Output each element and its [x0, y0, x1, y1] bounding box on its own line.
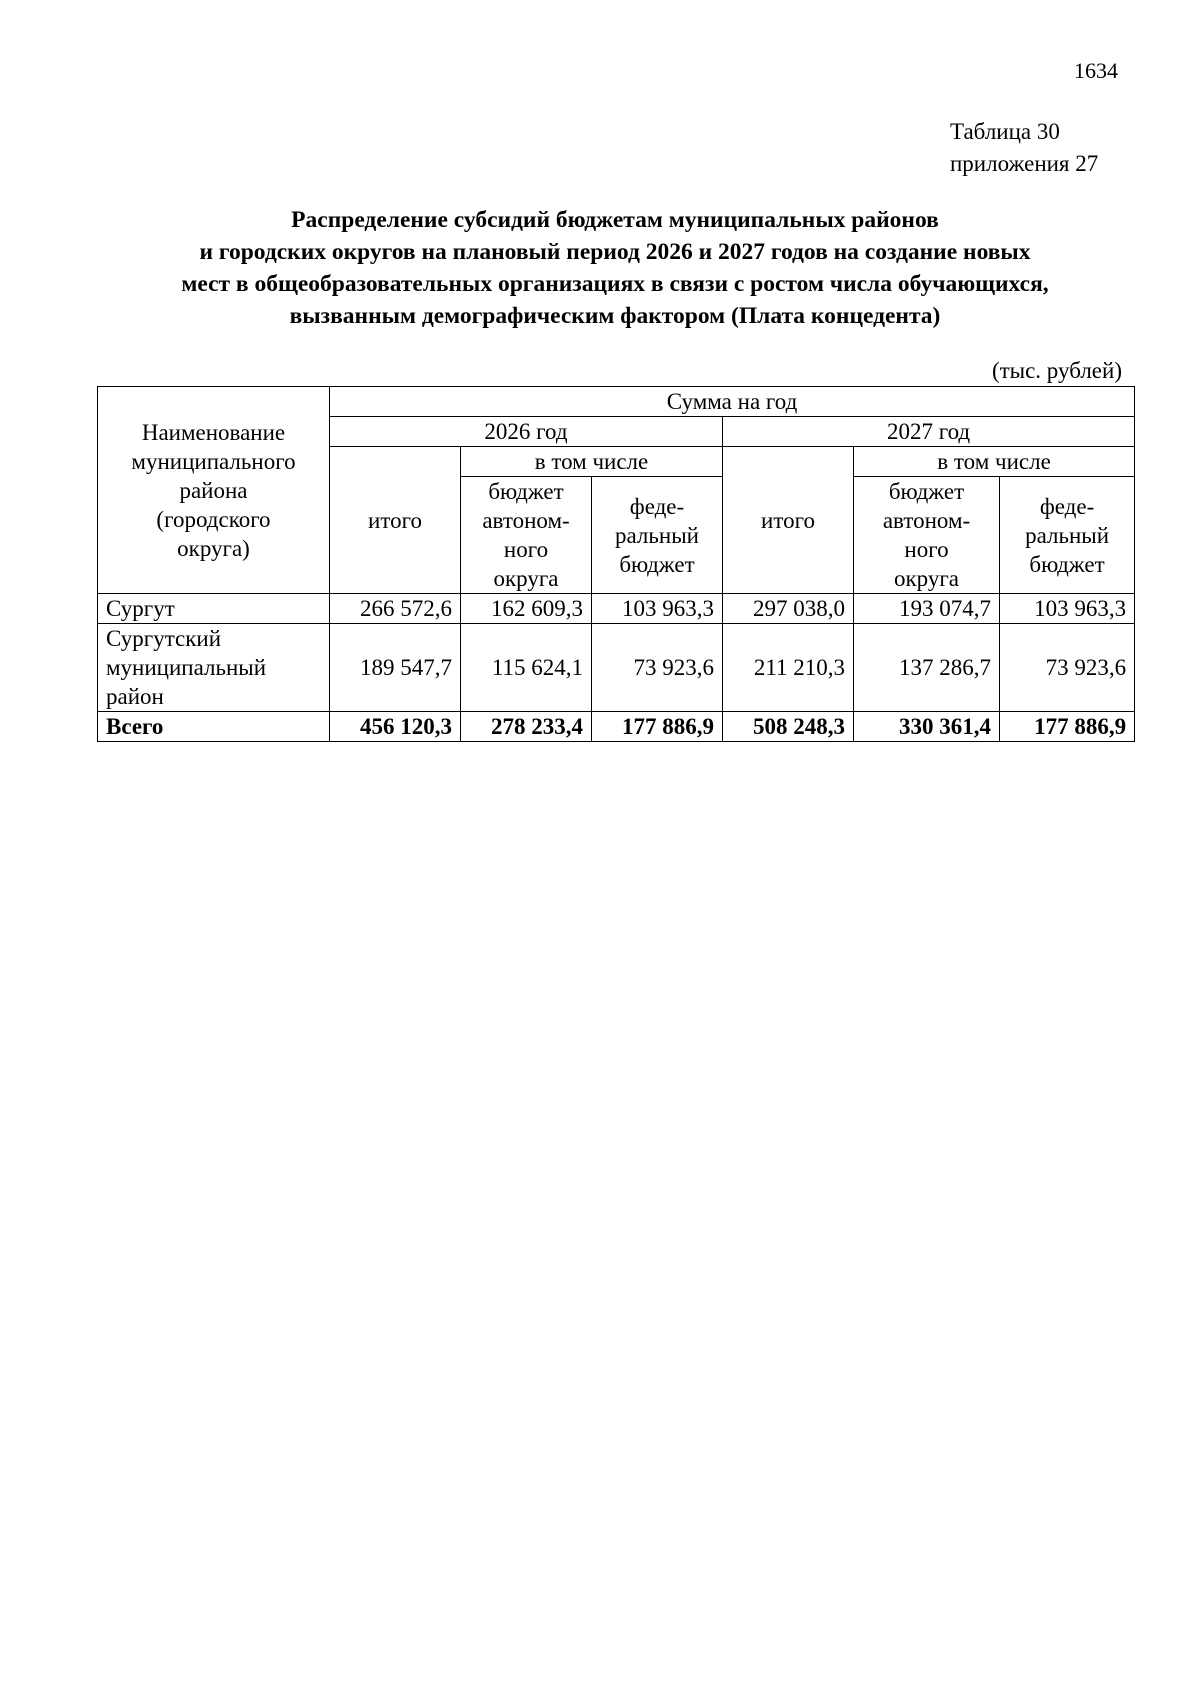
total-value: 278 233,4 [461, 712, 592, 742]
header-name-column: Наименование муниципального района (городского округа) [98, 387, 330, 594]
page-number: 1634 [1074, 58, 1118, 83]
header-total-2026: итого [330, 447, 461, 594]
cell-value: 297 038,0 [723, 594, 854, 624]
title-line: вызванным демографическим фактором (Плата концедента) [289, 303, 941, 329]
subsidy-table [97, 386, 1135, 742]
cell-value: 137 286,7 [854, 624, 1000, 712]
cell-value: 211 210,3 [723, 624, 854, 712]
row-name: Сургутский муниципальный район [98, 624, 330, 712]
total-row [98, 712, 1135, 742]
cell-value: 103 963,3 [592, 594, 723, 624]
title-line: и городских округов на плановый период 2026 и 2027 годов на создание новых [199, 239, 1031, 265]
total-value: 508 248,3 [723, 712, 854, 742]
header-okrug-budget-2026: бюджет автоном- ного округа [461, 477, 592, 594]
header-total-2027: итого [723, 447, 854, 594]
total-value: 456 120,3 [330, 712, 461, 742]
cell-value: 73 923,6 [592, 624, 723, 712]
table-row [98, 624, 1135, 712]
units-label: (тыс. рублей) [991, 358, 1122, 383]
row-name: Сургут [98, 594, 330, 624]
header-including-2027: в том числе [854, 447, 1135, 477]
total-label: Всего [98, 712, 330, 742]
header-including-2026: в том числе [461, 447, 723, 477]
table-reference [950, 116, 1098, 180]
cell-value: 73 923,6 [1000, 624, 1135, 712]
header-year-2027: 2027 год [723, 417, 1135, 447]
table-row [98, 594, 1135, 624]
header-federal-budget-2027: феде- ральный бюджет [1000, 477, 1135, 594]
total-value: 330 361,4 [854, 712, 1000, 742]
header-year-2026: 2026 год [330, 417, 723, 447]
cell-value: 189 547,7 [330, 624, 461, 712]
total-value: 177 886,9 [1000, 712, 1135, 742]
title-line: мест в общеобразовательных организациях в связи с ростом числа обучающихся, [181, 271, 1049, 297]
total-value: 177 886,9 [592, 712, 723, 742]
cell-value: 162 609,3 [461, 594, 592, 624]
document-title [98, 204, 1132, 332]
cell-value: 103 963,3 [1000, 594, 1135, 624]
cell-value: 266 572,6 [330, 594, 461, 624]
header-federal-budget-2026: феде- ральный бюджет [592, 477, 723, 594]
cell-value: 193 074,7 [854, 594, 1000, 624]
header-sum-per-year: Сумма на год [330, 387, 1135, 417]
table-reference-line: Таблица 30 [950, 119, 1060, 144]
header-okrug-budget-2027: бюджет автоном- ного округа [854, 477, 1000, 594]
cell-value: 115 624,1 [461, 624, 592, 712]
table-reference-line: приложения 27 [950, 151, 1099, 176]
title-line: Распределение субсидий бюджетам муниципальных районов [291, 207, 939, 233]
